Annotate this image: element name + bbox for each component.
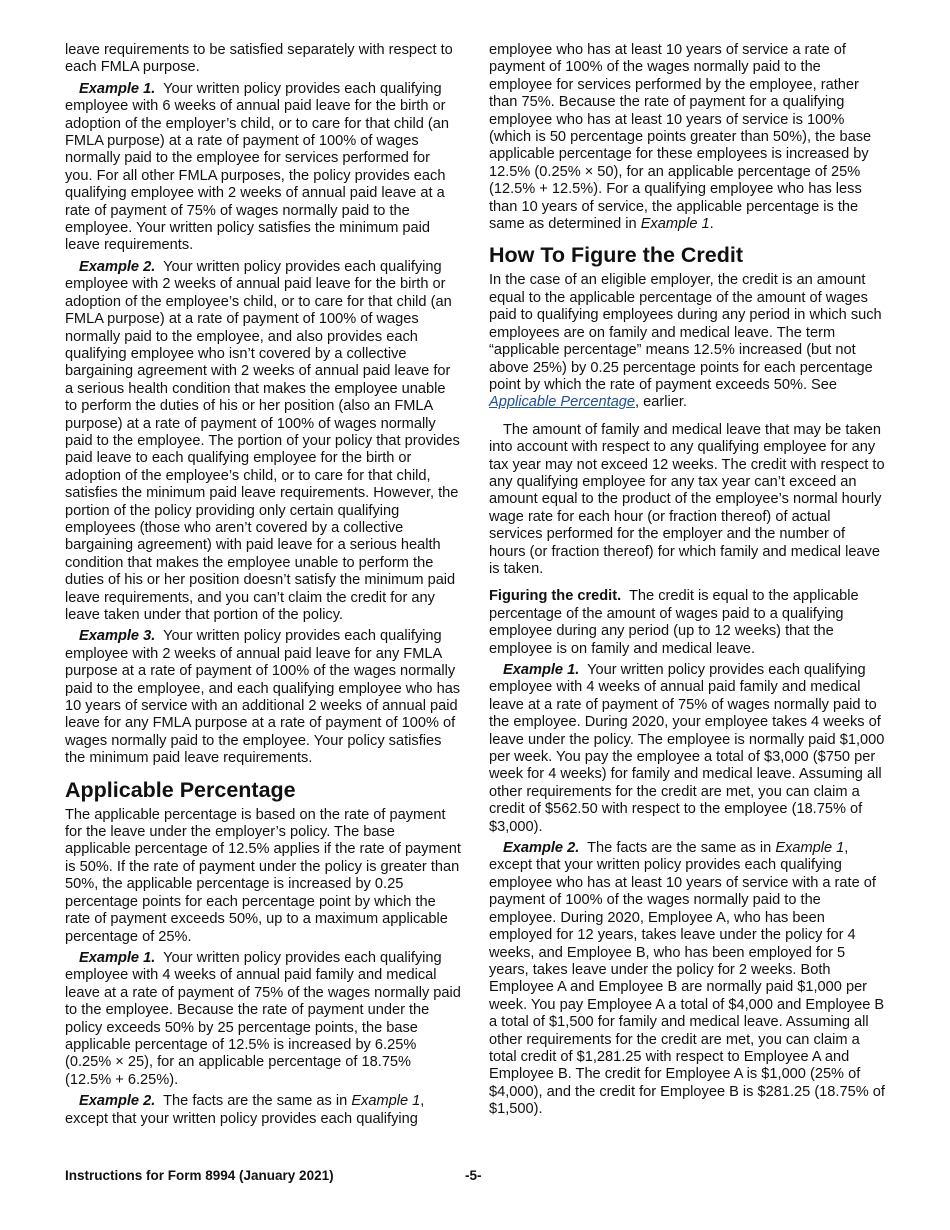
- example-text: Your written policy provides each qualifying employee with 2 weeks of annual paid leave for the birth or adoption of the employee’s child, or to care for that child (an FMLA purpose) at a rate of payment of 100% of wages normally paid to the employee, and also provides each qualifying employee who isn’t covered by a collective bargaining agreement with 2 weeks of annual paid leave for a serious health condition that makes the employee unable to perform the duties of his or her position (also an FMLA purpose) at a rate of payment of 100% of wages normally paid to the employee. The portion of your policy that provides paid leave to each qualifying employee for the birth or adoption of the employee’s child, or to care for that child, satisfies the minimum paid leave requirements. However, the portion of the policy providing only certain qualifying employees (those who aren’t covered by a collective bargaining agreement) with paid leave for a serious health condition that makes the employee unable to perform the duties of his or her position doesn’t satisfy the minimum paid leave requirements, and you can’t claim the credit for any leave taken under that portion of the policy.: [65, 258, 460, 623]
- example-label: Example 2.: [79, 1093, 156, 1110]
- heading-applicable-percentage: Applicable Percentage: [65, 777, 296, 802]
- paragraph-continued: [489, 42, 885, 233]
- example-1-credit: [489, 662, 885, 836]
- applicable-percentage-link[interactable]: Applicable Percentage: [489, 394, 636, 411]
- example-reference: Example 1: [640, 216, 710, 233]
- example-label: Example 2.: [503, 840, 580, 857]
- heading-how-to-figure-credit: How To Figure the Credit: [489, 243, 744, 268]
- example-text: Your written policy provides each qualifying employee with 4 weeks of annual paid family and medical leave at a rate of payment of 75% of wages normally paid to the employee. During 2020, your employee takes 4 weeks of leave under the policy. The employee is normally paid $1,000 per week. You pay the employee a total of $3,000 ($750 per week for 4 weeks) for family and medical leave. Assuming all other requirements for the credit are met, you can claim a credit of $562.50 with respect to the employee (18.75% of $3,000).: [489, 662, 885, 835]
- page-number: -5-: [465, 1168, 482, 1183]
- right-column: [489, 42, 885, 1123]
- run-in-heading: Figuring the credit.: [489, 588, 622, 605]
- paragraph-credit-definition: [489, 272, 885, 411]
- example-2-applicable: [65, 1093, 461, 1128]
- example-2-credit: [489, 840, 885, 1119]
- example-label: Example 1.: [79, 80, 156, 97]
- example-text: Your written policy provides each qualifying employee with 2 weeks of annual paid leave for any FMLA purpose at a rate of payment of 100% of the wages normally paid to the employee, and each qualifying employee who has 10 years of service with an additional 2 weeks of annual paid leave for any FMLA purpose at a rate of payment of 100% of wages normally paid to the employee. Your policy satisfies the minimum paid leave requirements.: [65, 628, 461, 767]
- paragraph-text: In the case of an eligible employer, the credit is an amount equal to the applicable percentage of the amount of wages paid to qualifying employees during any period in which such employees are on family and medical leave. The term “applicable percentage” means 12.5% increased (but not above 25%) by 0.25 percentage points for each percentage point by which the rate of payment exceeds 50%. See: [489, 272, 882, 393]
- example-text: Your written policy provides each qualifying employee with 6 weeks of annual paid leave for the birth or adoption of the employer’s child, or to care for that child (an FMLA purpose) at a rate of payment of 100% of wages normally paid to the employee for services performed for you. For all other FMLA purposes, the policy provides each qualifying employee with 2 weeks of annual paid leave at a rate of payment of 75% of wages normally paid to the employee. Your written policy satisfies the minimum paid leave requirements.: [65, 80, 449, 254]
- example-1-applicable: [65, 950, 461, 1089]
- paragraph-text: , earlier.: [635, 394, 687, 411]
- example-text: The facts are the same as in: [163, 1093, 352, 1110]
- example-text: , except that your written policy provides each qualifying: [65, 1093, 425, 1127]
- example-reference: Example 1: [351, 1093, 421, 1110]
- paragraph-text: employee who has at least 10 years of service a rate of payment of 100% of the wages normally paid to the employee for services performed by the employee, rather than 75%. Because the rate of payment for a qualifying employee who has at least 10 years of service is 100% (which is 50 percentage points greater than 50%), the base applicable percentage for these employees is increased by 12.5% (0.25% × 50), for an applicable percentage of 25% (12.5% + 12.5%). For a qualifying employee who has less than 10 years of service, the applicable percentage is the same as determined in: [489, 42, 872, 233]
- footer-form-title: Instructions for Form 8994 (January 2021): [65, 1168, 334, 1183]
- example-text: The facts are the same as in: [587, 840, 776, 857]
- paragraph-text: .: [709, 216, 714, 233]
- paragraph-leave-amount: The amount of family and medical leave that may be taken into account with respect to any qualifying employee for any tax year may not exceed 12 weeks. The credit with respect to any qualifying employee for any tax year can’t exceed an amount equal to the product of the employee’s normal hourly wage rate for each hour (or fraction thereof) of actual services performed for the employer and the number of hours (or fraction thereof) for which family and medical leave is taken.: [489, 421, 885, 577]
- example-2-policy: [65, 259, 461, 625]
- example-1-policy: [65, 81, 461, 255]
- paragraph-fmla-purpose: leave requirements to be satisfied separately with respect to each FMLA purpose.: [65, 42, 453, 76]
- example-label: Example 1.: [503, 662, 580, 678]
- example-text: , except that your written policy provides each qualifying employee who has at least 10 years of service with a rate of payment of 100% of the wages normally paid to the employee. During 2020, Employee A, who has been employed for 12 years, takes leave under the policy for 4 weeks, and Employee B, who has been employed for 5 years, takes leave under the policy for 2 weeks. Both Employee A and Employee B are normally paid $1,000 per week. You pay Employee A a total of $4,000 and Employee B a total of $1,500 for family and medical leave. Assuming all other requirements for the credit are met, you can claim a total credit of $1,281.25 with respect to Employee A and Employee B. The credit for Employee A is $1,000 (25% of $4,000), and the credit for Employee B is $281.25 (18.75% of $1,500).: [489, 840, 885, 1118]
- example-reference: Example 1: [775, 840, 845, 857]
- example-label: Example 2.: [79, 258, 156, 275]
- example-label: Example 3.: [79, 628, 156, 645]
- example-label: Example 1.: [79, 949, 156, 966]
- paragraph-figuring-credit: [489, 588, 885, 658]
- paragraph-text: The credit is equal to the applicable percentage of the amount of wages paid to a qualifying employee during any period (up to 12 weeks) that the employee is on family and medical leave.: [489, 588, 859, 657]
- example-3-policy: [65, 628, 461, 767]
- paragraph-applicable-percentage: The applicable percentage is based on the rate of payment for the leave under the employer’s policy. The base applicable percentage of 12.5% applies if the rate of payment is 50%. If the rate of payment under the policy is greater than 50%, the applicable percentage is increased by 0.25 percentage points for each percentage point by which the rate of payment exceeds 50%, up to a maximum applicable percentage of 25%.: [65, 806, 461, 945]
- example-text: Your written policy provides each qualifying employee with 4 weeks of annual paid family and medical leave at a rate of payment of 75% of the wages normally paid to the employee. Because the rate of payment under the policy exceeds 50% by 25 percentage points, the base applicable percentage of 12.5% is increased by 6.25% (0.25% × 25), for an applicable percentage of 18.75% (12.5% + 6.25%).: [65, 949, 461, 1088]
- left-column: [65, 42, 461, 1132]
